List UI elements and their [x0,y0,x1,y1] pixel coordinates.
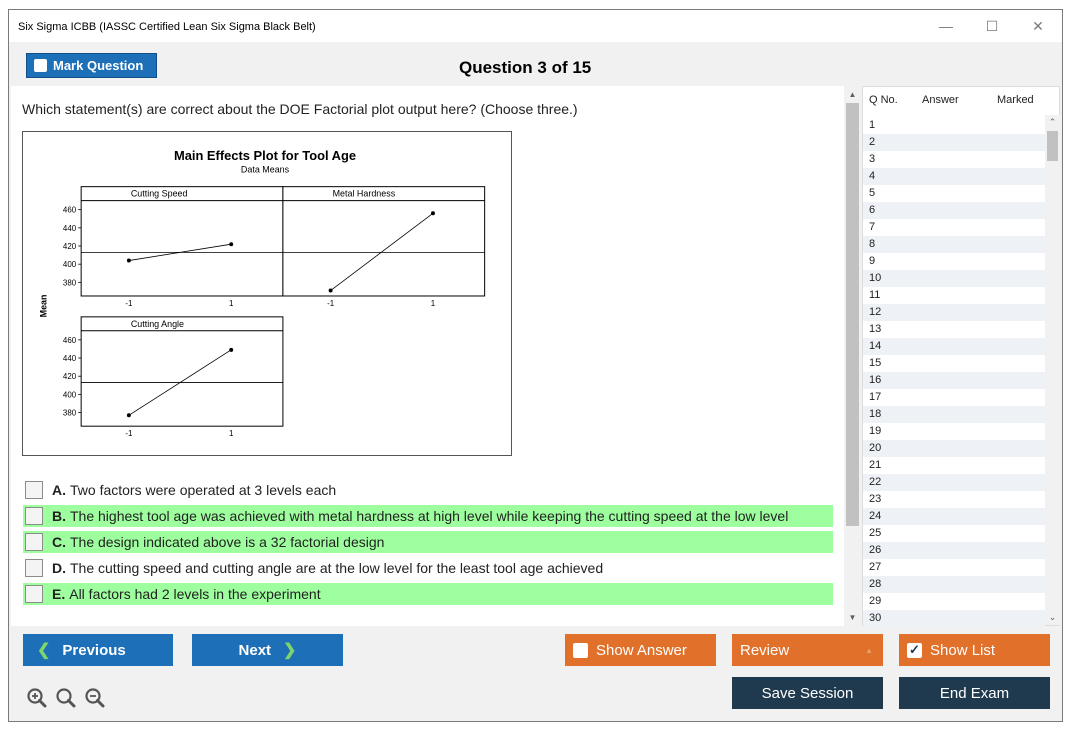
list-row-27[interactable]: 27 [869,561,882,573]
y-tick-label: 440 [62,223,77,233]
show-answer-label: Show Answer [596,641,687,659]
list-row-23[interactable]: 23 [869,493,882,505]
y-tick-label: 460 [62,205,77,215]
option-d-checkbox[interactable] [25,559,43,577]
show-list-label: Show List [930,641,996,659]
list-row-2[interactable]: 2 [863,134,1045,151]
option-b-text: The highest tool age was achieved with metal hardness at high level while keeping the cutting speed at the low level [70,508,789,524]
list-row-18[interactable]: 18 [863,406,1045,423]
panel-title: Metal Hardness [332,188,396,199]
panel-frame [81,187,283,296]
y-tick-label: 400 [62,390,77,400]
option-d-letter: D. [52,560,66,576]
option-c-checkbox[interactable] [25,533,43,551]
scroll-down-icon[interactable]: ▼ [848,613,857,622]
list-row-11[interactable]: 11 [869,289,881,301]
save-session-button[interactable] [732,677,883,709]
y-tick-label: 440 [62,354,77,364]
effect-point [127,413,131,417]
x-tick-label: 1 [430,298,436,308]
list-row-12[interactable]: 12 [863,304,1045,321]
main-effects-chart [23,132,511,455]
effect-point [431,211,435,215]
list-scrollbar[interactable] [1045,115,1060,625]
list-row-3[interactable]: 3 [869,153,876,165]
checkbox-icon [34,59,47,72]
option-a[interactable] [23,479,833,501]
list-row-28[interactable]: 28 [863,576,1045,593]
effect-point [229,242,233,246]
x-tick-label: -1 [125,429,133,439]
end-exam-button[interactable] [899,677,1050,709]
question-scrollbar[interactable] [845,86,860,626]
option-c-letter: C. [52,534,66,550]
zoom-in-icon[interactable] [26,687,48,709]
list-row-6[interactable]: 6 [863,202,1045,219]
question-list [862,86,1060,626]
save-session-label: Save Session [761,684,854,702]
chart-subtitle: Data Means [240,164,290,175]
maximize-icon[interactable]: ☐ [985,18,999,34]
effect-point [229,348,233,352]
list-row-21[interactable]: 21 [869,459,882,471]
question-header [9,42,1062,86]
list-row-9[interactable]: 9 [869,255,876,267]
y-tick-label: 420 [62,372,77,382]
show-list-checkbox-icon: ✓ [907,643,922,658]
title-bar [9,10,1062,42]
list-row-30[interactable]: 30 [863,610,1045,627]
question-panel [11,86,844,626]
list-row-14[interactable]: 14 [863,338,1045,355]
list-row-24[interactable]: 24 [863,508,1045,525]
y-tick-label: 380 [62,278,77,288]
option-b-checkbox[interactable] [25,507,43,525]
previous-button[interactable] [23,634,173,666]
list-row-7[interactable]: 7 [869,221,876,233]
list-row-29[interactable]: 29 [869,595,882,607]
close-icon[interactable]: ✕ [1032,18,1044,34]
effect-point [329,289,333,293]
list-header-qno: Q No. [869,94,898,106]
option-e-checkbox[interactable] [25,585,43,603]
option-a-letter: A. [52,482,66,498]
zoom-out-icon[interactable] [84,687,106,709]
list-row-10[interactable]: 10 [863,270,1045,287]
option-b[interactable] [23,505,833,527]
panel-title: Cutting Speed [130,188,188,199]
show-answer-checkbox-icon [573,643,588,658]
option-e-text: All factors had 2 levels in the experiment [69,586,321,602]
option-e[interactable] [23,583,833,605]
list-scroll-down-icon[interactable]: ⌄ [1048,612,1057,622]
list-row-26[interactable]: 26 [863,542,1045,559]
option-d-text: The cutting speed and cutting angle are at the low level for the least tool age achieved [70,560,604,576]
y-axis-label: Mean [38,294,49,318]
zoom-reset-icon[interactable] [55,687,77,709]
x-tick-label: 1 [229,429,234,439]
dropdown-arrow-icon: ▲ [865,645,873,655]
panel-frame [81,317,283,426]
next-button[interactable] [192,634,343,666]
x-tick-label: -1 [125,298,133,308]
option-a-checkbox[interactable] [25,481,43,499]
x-tick-label: -1 [327,298,335,308]
list-row-20[interactable]: 20 [863,440,1045,457]
option-c[interactable] [23,531,833,553]
list-row-5[interactable]: 5 [869,187,876,199]
panel-frame [283,187,485,296]
list-row-1[interactable]: 1 [869,119,876,131]
list-scroll-up-icon[interactable]: ⌃ [1048,117,1057,127]
panel-title: Cutting Angle [130,318,185,329]
list-row-15[interactable]: 15 [869,357,882,369]
list-row-22[interactable]: 22 [863,474,1045,491]
list-row-19[interactable]: 19 [869,425,882,437]
x-tick-label: 1 [229,298,234,308]
effect-point [127,259,131,263]
review-button[interactable] [732,634,883,666]
option-b-letter: B. [52,508,66,524]
list-row-16[interactable]: 16 [863,372,1045,389]
main-effects-figure [22,131,512,456]
list-row-25[interactable]: 25 [869,527,882,539]
list-scroll-thumb[interactable] [1047,131,1058,161]
chevron-left-icon: ❮ [37,642,51,659]
show-answer-button[interactable] [565,634,716,666]
previous-label: Previous [62,641,126,659]
y-tick-label: 420 [62,241,77,251]
list-row-13[interactable]: 13 [869,323,882,335]
exam-window [8,9,1063,722]
list-row-17[interactable]: 17 [869,391,882,403]
end-exam-label: End Exam [939,684,1010,702]
option-e-letter: E. [52,586,66,602]
scroll-thumb[interactable] [846,103,859,526]
next-label: Next [238,641,272,659]
option-c-text: The design indicated above is a 32 factorial design [70,534,385,550]
list-header-answer: Answer [922,94,959,106]
window-title: Six Sigma ICBB (IASSC Certified Lean Six Sigma Black Belt) [18,21,316,33]
mark-question-label: Mark Question [53,58,144,73]
list-row-8[interactable]: 8 [863,236,1045,253]
list-row-4[interactable]: 4 [863,168,1045,185]
minimize-icon[interactable]: — [939,18,953,34]
chart-title: Main Effects Plot for Tool Age [173,147,357,163]
chevron-right-icon: ❯ [283,642,297,659]
y-tick-label: 460 [62,335,77,345]
question-counter: Question 3 of 15 [459,58,592,77]
mark-question-button[interactable] [26,53,157,78]
option-d[interactable] [23,557,833,579]
scroll-up-icon[interactable]: ▲ [848,90,857,99]
y-tick-label: 400 [62,260,77,270]
y-tick-label: 380 [62,408,77,418]
review-label: Review [740,641,790,659]
option-a-text: Two factors were operated at 3 levels each [70,482,337,498]
question-list-rows [863,117,1045,627]
question-text: Which statement(s) are correct about the DOE Factorial plot output here? (Choose three.) [22,101,578,117]
list-header-marked: Marked [997,94,1034,106]
show-list-button[interactable] [899,634,1050,666]
